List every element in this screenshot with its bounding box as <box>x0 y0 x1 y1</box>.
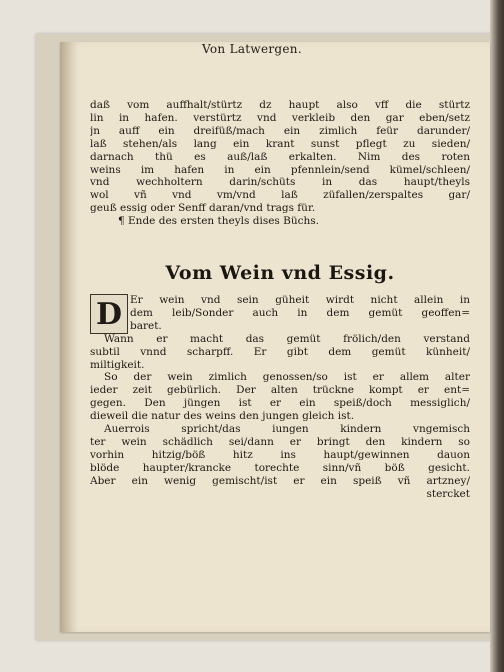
text-line: blöde haupter/krancke torechte sinn/vñ böß gesicht. <box>90 461 470 474</box>
text-line: jn auff ein dreifüß/mach ein zimlich feür darunder/ <box>90 124 470 137</box>
running-header: Von Latwergen. <box>202 42 302 56</box>
section-one-text <box>90 99 470 228</box>
text-line: vnd wechholtern darin/schüts in das haupt/theyls <box>90 176 470 189</box>
chapter-heading: Vom Wein vnd Essig. <box>165 262 395 284</box>
text-line: darnach thü es auß/laß erkalten. Nim des roten <box>90 150 470 163</box>
text-line: wol vñ vnd vm/vnd laß züfallen/zerspaltes gar/ <box>90 189 470 202</box>
text-line: geuß essig oder Senff daran/vnd trags für. <box>90 202 316 215</box>
text-line: Wann er macht das gemüt frölich/den verstand <box>104 332 470 345</box>
text-line: laß stehen/als lang ein krant sunst pflegt zu sieden/ <box>90 137 470 150</box>
text-line: daß vom auffhalt/stürtz dz haupt also vff die stürtz <box>90 99 470 111</box>
text-line: Aber ein wenig gemischt/ist er ein speiß vñ artzney/ <box>90 474 470 487</box>
scan-edge-shadow <box>490 0 504 672</box>
text-line: ter wein schädlich sei/dann er bringt den kindern so <box>90 435 470 448</box>
text-line: baret. <box>130 319 162 332</box>
catchword: stercket <box>426 487 470 500</box>
text-line: Auerrois spricht/das iungen kindern vngemisch <box>104 423 470 436</box>
text-line: weins im hafen in ein pfennlein/send kümel/schleen/ <box>90 163 470 176</box>
text-line: ieder zeit gebürlich. Der alten trückne kompt er ent= <box>90 384 470 397</box>
text-line: gegen. Den jüngen ist er ein speiß/doch messiglich/ <box>90 397 470 410</box>
text-line: dem leib/Sonder auch in dem gemüt geoffen= <box>130 306 470 319</box>
text-line: subtil vnnd scharpff. Er gibt dem gemüt künheit/ <box>90 345 470 358</box>
text-line: lin in hafen. verstürtz vnd verkleib den gar eben/setz <box>90 111 470 124</box>
decorated-initial: D <box>90 294 128 334</box>
text-line: dieweil die natur des weins den jungen gleich ist. <box>90 410 355 423</box>
text-line: miltigkeit. <box>90 358 145 371</box>
section-end-note: ¶ Ende des ersten theyls dises Büchs. <box>118 215 320 228</box>
text-line: vorhin hitzig/böß hitz ins haupt/gewinnen dauon <box>90 448 470 461</box>
text-line: So der wein zimlich genossen/so ist er allem alter <box>104 371 470 384</box>
section-two-text <box>90 294 470 501</box>
text-line: Er wein vnd sein güheit wirdt nicht allein in <box>130 294 470 306</box>
page-gutter-shadow <box>60 42 78 632</box>
